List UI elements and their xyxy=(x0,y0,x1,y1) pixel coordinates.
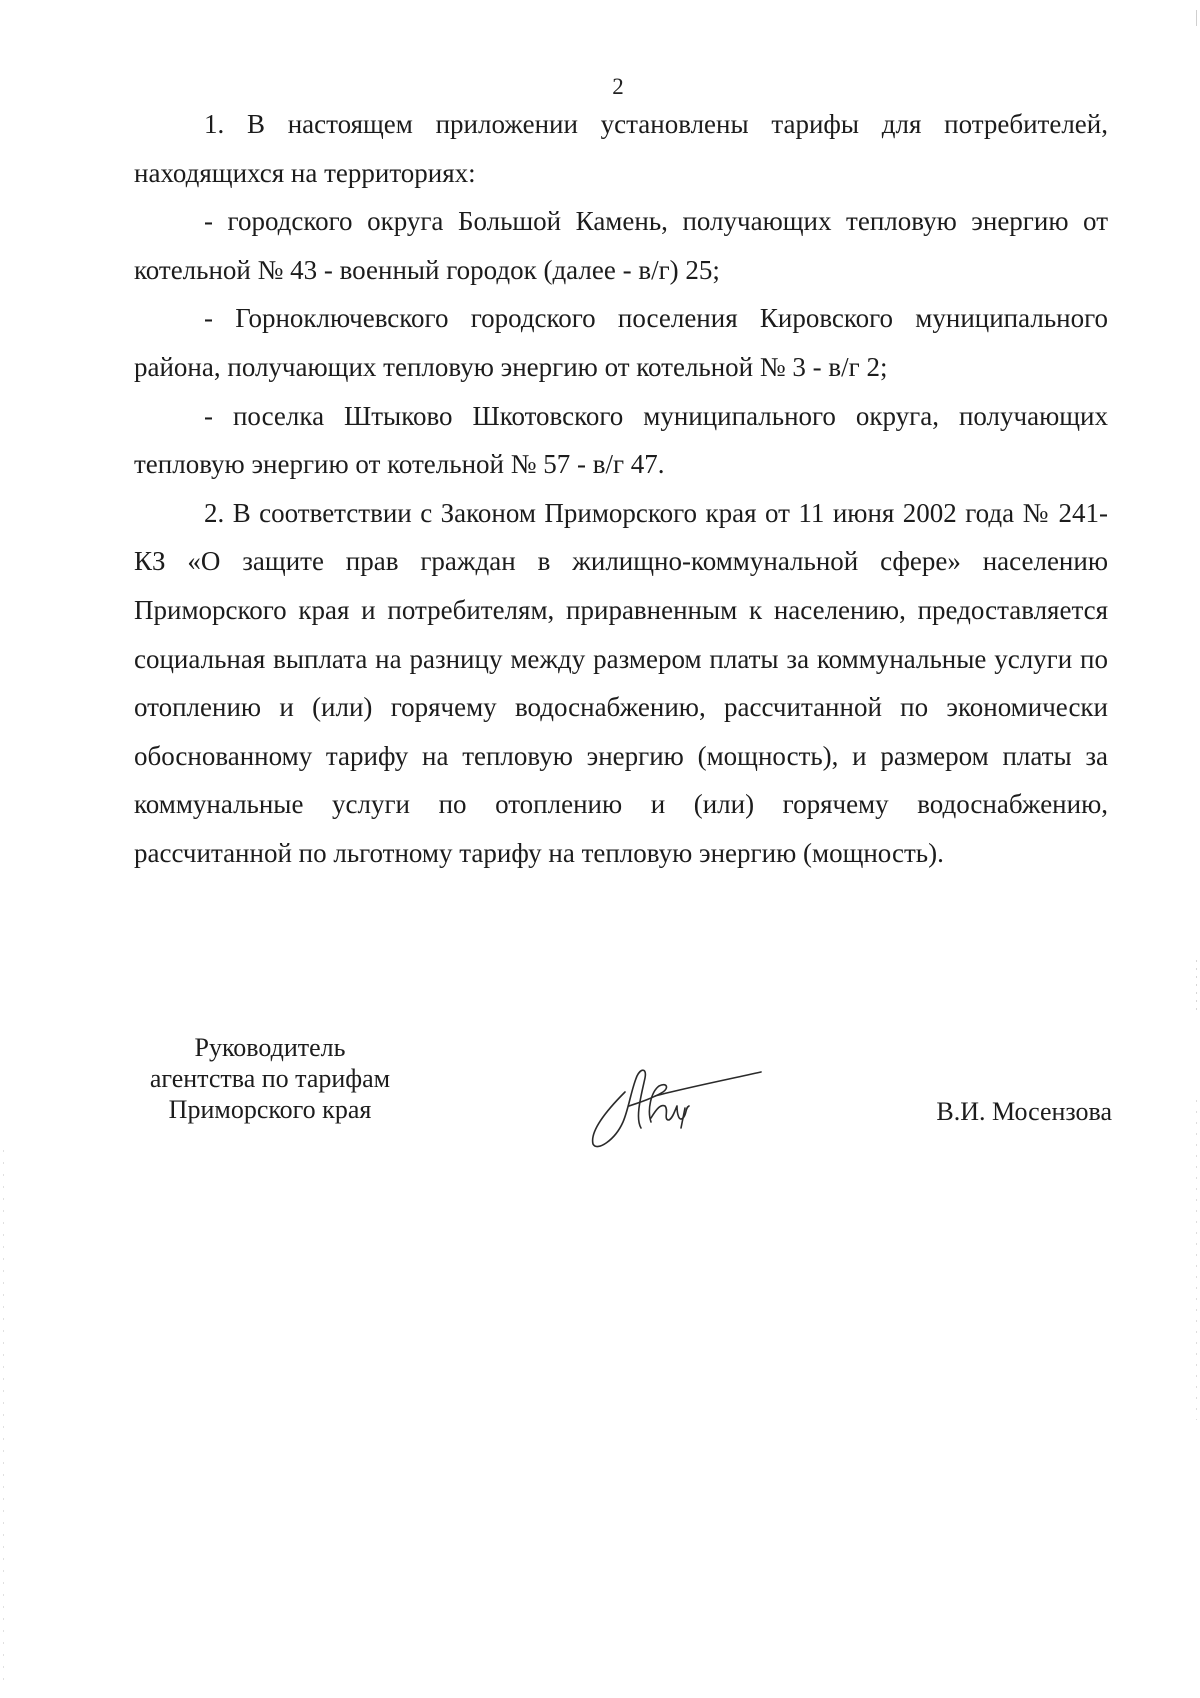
paragraph-shtykovo: - поселка Штыково Шкотовского муниципального округа, получающих тепловую энергию от котельной № 57 - в/г 47. xyxy=(134,400,1108,480)
page-number: 2 xyxy=(612,74,624,99)
signatory-name: В.И. Мосензова xyxy=(936,1097,1112,1126)
paragraph-gornoklyuchevskoe: - Горноключевского городского поселения Кировского муниципального района, получающих тепловую энергию от котельной № 3 - в/г 2; xyxy=(134,303,1108,382)
paragraph-bolshoy-kamen: - городского округа Большой Камень, получающих тепловую энергию от котельной № 43 - военный городок (далее - в/г) 25; xyxy=(134,206,1108,285)
paragraph-tariffs-intro: 1. В настоящем приложении установлены тарифы для потребителей, находящихся на территориях: xyxy=(134,109,1108,188)
scan-edge-artifact xyxy=(2,0,5,1698)
handwritten-signature xyxy=(585,1062,765,1152)
paragraph-social-payment: 2. В соответствии с Законом Приморского края от 11 июня 2002 года № 241-КЗ «О защите прав граждан в жилищно-коммунальной сфере» населению Приморского края и потребителям, приравненным к населению, предоставляется социальная выплата на разницу между размером платы за коммунальные услуги по отоплению и (или) горячему водоснабжению, рассчитанной по экономически обоснованному тарифу на тепловую энергию (мощность), и размером платы за коммунальные услуги по отоплению и (или) горячему водоснабжению, рассчитанной по льготному тарифу на тепловую энергию (мощность). xyxy=(134,497,1108,868)
scan-edge-artifact xyxy=(1195,0,1198,1698)
document-body xyxy=(134,100,1108,878)
signatory-position-line: Приморского края xyxy=(168,1095,372,1124)
signatory-position-line: Руководитель xyxy=(194,1033,346,1062)
signatory-position xyxy=(130,1032,410,1125)
signatory-position-line: агентства по тарифам xyxy=(149,1064,391,1093)
